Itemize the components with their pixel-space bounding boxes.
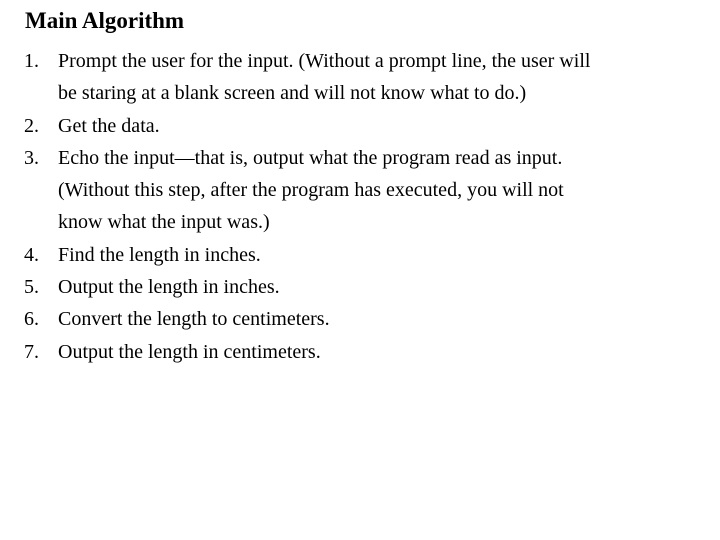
step-line: Convert the length to centimeters. bbox=[58, 308, 330, 331]
step-line: (Without this step, after the program has executed, you will not bbox=[58, 179, 564, 202]
step-line: Output the length in inches. bbox=[58, 276, 280, 299]
step-text bbox=[58, 271, 714, 303]
algorithm-steps-list bbox=[24, 45, 714, 368]
step-number: 5. bbox=[24, 276, 39, 299]
step-number: 1. bbox=[24, 50, 39, 72]
step-text bbox=[58, 45, 714, 110]
step-text bbox=[58, 239, 714, 271]
step-3 bbox=[24, 142, 714, 239]
step-1 bbox=[24, 45, 714, 110]
step-6 bbox=[24, 303, 714, 335]
step-7 bbox=[24, 336, 714, 368]
step-number: 4. bbox=[24, 243, 39, 266]
step-5 bbox=[24, 271, 714, 303]
step-line: be staring at a blank screen and will not know what to do.) bbox=[58, 82, 527, 105]
step-line: Prompt the user for the input. (Without a prompt line, the user will bbox=[58, 50, 591, 72]
step-line: Echo the input—that is, output what the program read as input. bbox=[58, 146, 563, 169]
step-number: 6. bbox=[24, 308, 39, 331]
step-text bbox=[58, 336, 714, 368]
step-4 bbox=[24, 239, 714, 271]
step-number: 3. bbox=[24, 146, 39, 169]
step-line: Output the length in centimeters. bbox=[58, 340, 321, 363]
slide-title: Main Algorithm bbox=[25, 8, 185, 33]
step-2 bbox=[24, 110, 714, 142]
step-number: 7. bbox=[24, 340, 39, 363]
step-line: Find the length in inches. bbox=[58, 243, 261, 266]
step-line: Get the data. bbox=[58, 114, 160, 137]
step-text bbox=[58, 110, 714, 142]
step-line: know what the input was.) bbox=[58, 211, 270, 234]
step-text bbox=[58, 142, 714, 239]
step-text bbox=[58, 303, 714, 335]
step-number: 2. bbox=[24, 114, 39, 137]
